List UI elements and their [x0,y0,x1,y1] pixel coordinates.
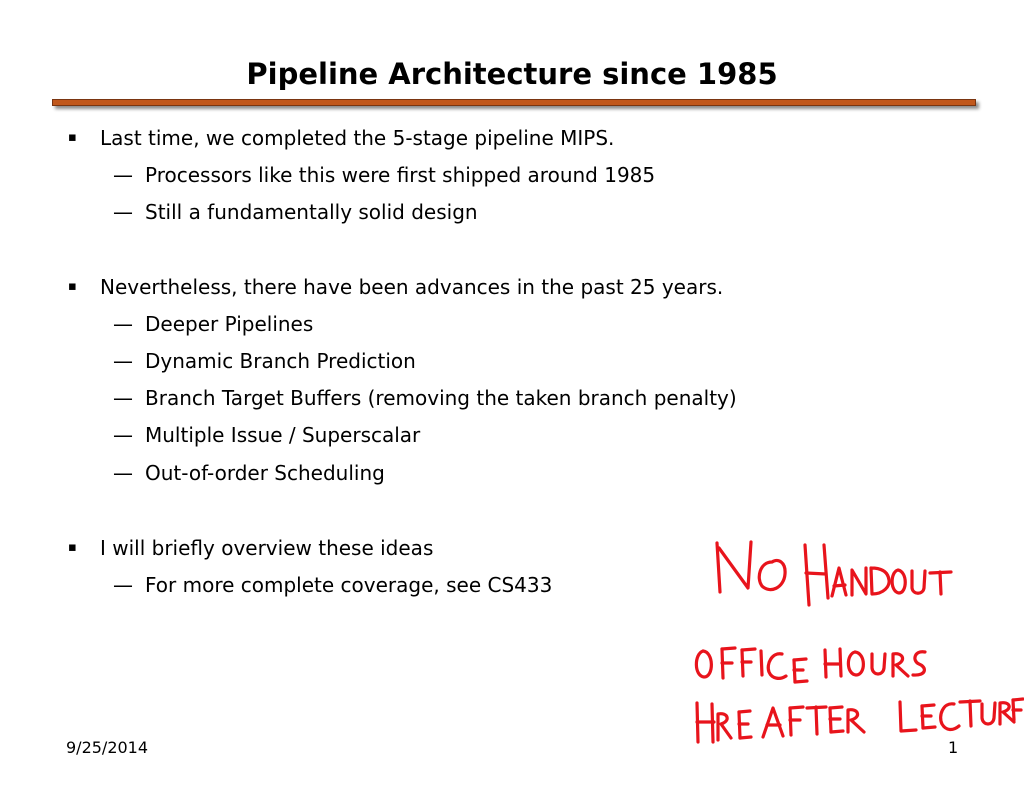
bullet-text: Last time, we completed the 5-stage pipeline MIPS. [100,126,615,150]
sub-bullet-item [113,311,314,337]
sub-bullet-text: For more complete coverage, see CS433 [145,573,553,597]
sub-bullet-text: Out-of-order Scheduling [145,461,385,485]
bullet-item [68,274,724,300]
sub-bullet-text: Branch Target Buffers (removing the taken branch penalty) [145,386,737,410]
sub-bullet-item [113,460,385,486]
square-bullet-icon: ▪ [68,279,77,294]
sub-bullet-item [113,422,421,448]
dash-bullet-icon: — [113,163,133,187]
bullet-text: I will briefly overview these ideas [100,536,434,560]
square-bullet-icon: ▪ [68,540,77,555]
bullet-item [68,535,434,561]
sub-bullet-item [113,572,553,598]
page-number: 1 [948,738,959,757]
slide-title: Pipeline Architecture since 1985 [246,57,778,91]
sub-bullet-item [113,162,656,188]
dash-bullet-icon: — [113,312,133,336]
footer-date: 9/25/2014 [66,738,149,757]
dash-bullet-icon: — [113,386,133,410]
sub-bullet-text: Multiple Issue / Superscalar [145,423,421,447]
sub-bullet-item [113,348,416,374]
square-bullet-icon: ▪ [68,130,77,145]
dash-bullet-icon: — [113,349,133,373]
sub-bullet-text: Dynamic Branch Prediction [145,349,416,373]
sub-bullet-text: Processors like this were first shipped around 1985 [145,163,656,187]
bullet-item [68,125,615,151]
bullet-text: Nevertheless, there have been advances in the past 25 years. [100,275,724,299]
sub-bullet-text: Still a fundamentally solid design [145,200,478,224]
sub-bullet-item [113,199,478,225]
sub-bullet-item [113,385,737,411]
dash-bullet-icon: — [113,573,133,597]
sub-bullet-text: Deeper Pipelines [145,312,314,336]
dash-bullet-icon: — [113,461,133,485]
dash-bullet-icon: — [113,423,133,447]
dash-bullet-icon: — [113,200,133,224]
